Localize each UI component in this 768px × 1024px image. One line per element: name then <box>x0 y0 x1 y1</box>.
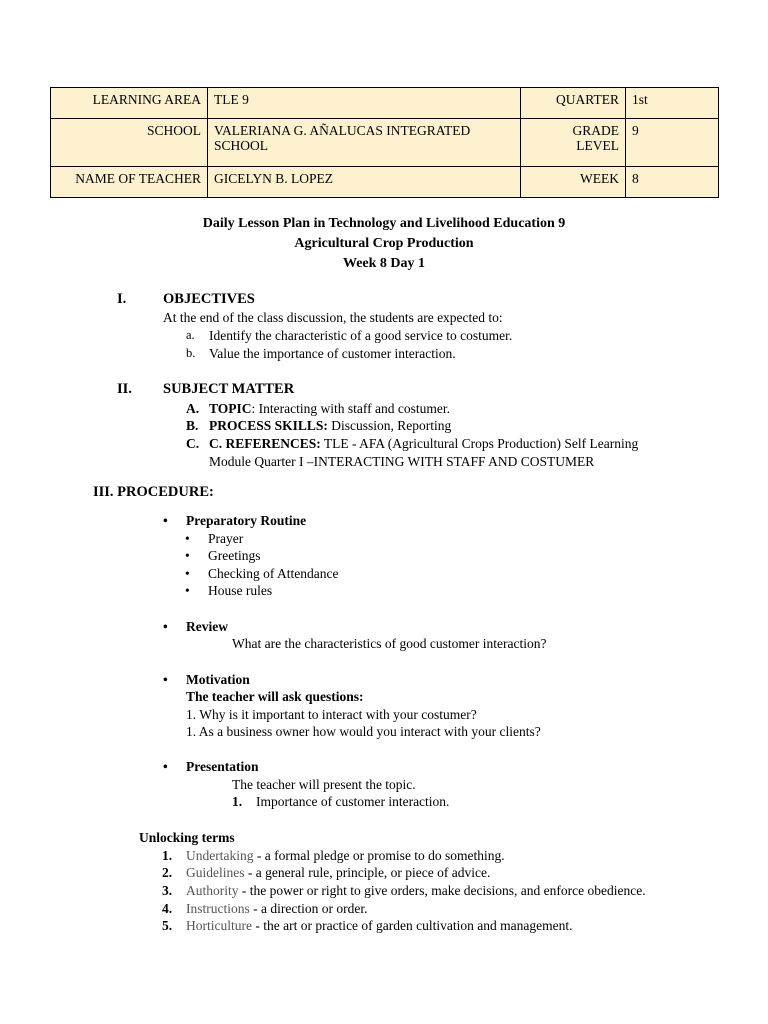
term-definition: - a direction or order. <box>249 901 368 916</box>
term-number: 5. <box>162 918 173 933</box>
motivation-subheading: The teacher will ask questions: <box>186 689 364 704</box>
quarter-value: 1st <box>626 88 719 119</box>
references-marker: C. <box>186 436 200 451</box>
list-item: • House rules <box>208 582 272 600</box>
term-name: Undertaking <box>186 848 254 863</box>
motivation-heading: • Motivation <box>186 671 250 689</box>
document-title: Daily Lesson Plan in Technology and Livelihood Education 9 <box>202 216 566 231</box>
list-item <box>186 882 646 900</box>
term-number: 2. <box>162 865 173 880</box>
objectives-intro: At the end of the class discussion, the students are expected to: <box>163 310 503 325</box>
topic-text: : Interacting with staff and costumer. <box>251 401 450 416</box>
references-label: C. REFERENCES: <box>209 436 321 451</box>
objective-marker-b: b. <box>186 346 196 360</box>
subject-matter-heading: SUBJECT MATTER <box>163 381 295 397</box>
school-value-line1: VALERIANA G. AÑALUCAS INTEGRATED <box>214 123 471 138</box>
document-subtitle: Agricultural Crop Production <box>294 236 474 251</box>
references-line <box>209 435 638 453</box>
term-name: Guidelines <box>186 865 245 880</box>
quarter-label: QUARTER <box>521 88 626 119</box>
references-text-line2: Module Quarter I –INTERACTING WITH STAFF AND COSTUMER <box>209 454 595 469</box>
objectives-numeral: I. <box>117 291 127 307</box>
presentation-item-marker: 1. <box>232 794 243 809</box>
references-text: TLE - AFA (Agricultural Crops Production) Self Learning <box>320 436 639 451</box>
skills-marker: B. <box>186 418 199 433</box>
list-item <box>186 917 572 935</box>
school-value-line2: SCHOOL <box>214 138 269 153</box>
preparatory-routine-heading: • Preparatory Routine <box>186 512 306 530</box>
topic-label: TOPIC <box>209 401 252 416</box>
presentation-text: The teacher will present the topic. <box>232 777 416 792</box>
teacher-label: NAME OF TEACHER <box>51 167 208 198</box>
document-week-day: Week 8 Day 1 <box>342 256 426 271</box>
term-name: Authority <box>186 883 239 898</box>
term-number: 1. <box>162 848 173 863</box>
motivation-question-2: 1. As a business owner how would you interact with your clients? <box>186 724 541 739</box>
grade-label-line2: LEVEL <box>576 138 619 153</box>
skills-line <box>209 417 451 435</box>
procedure-heading: III. PROCEDURE: <box>93 484 214 500</box>
term-name: Instructions <box>186 901 250 916</box>
objectives-heading: OBJECTIVES <box>163 291 255 307</box>
unlocking-terms-heading: Unlocking terms <box>139 830 235 845</box>
objective-item-b: Value the importance of customer interaction. <box>209 346 456 361</box>
table-row <box>51 119 719 167</box>
teacher-value: GICELYN B. LOPEZ <box>208 167 521 198</box>
subject-matter-numeral: II. <box>117 381 132 397</box>
grade-level-label <box>521 119 626 167</box>
motivation-question-1: 1. Why is it important to interact with your costumer? <box>186 707 477 722</box>
topic-line <box>209 400 450 418</box>
list-item: • Prayer <box>208 530 243 548</box>
lesson-info-table <box>50 87 719 198</box>
school-value <box>208 119 521 167</box>
presentation-heading: • Presentation <box>186 758 259 776</box>
term-definition: - a general rule, principle, or piece of advice. <box>244 865 491 880</box>
week-label: WEEK <box>521 167 626 198</box>
objective-item-a: Identify the characteristic of a good service to costumer. <box>209 328 513 343</box>
list-item: • Greetings <box>208 547 260 565</box>
grade-label-line1: GRADE <box>572 123 619 138</box>
learning-area-value: TLE 9 <box>208 88 521 119</box>
presentation-item-text: Importance of customer interaction. <box>256 794 450 809</box>
week-value: 8 <box>626 167 719 198</box>
objective-marker-a: a. <box>186 328 195 342</box>
review-text: What are the characteristics of good customer interaction? <box>232 636 547 651</box>
skills-label: PROCESS SKILLS: <box>209 418 328 433</box>
list-item <box>186 900 367 918</box>
list-item <box>186 864 490 882</box>
grade-value: 9 <box>626 119 719 167</box>
learning-area-label: LEARNING AREA <box>51 88 208 119</box>
term-name: Horticulture <box>186 918 252 933</box>
term-definition: - a formal pledge or promise to do something. <box>253 848 505 863</box>
table-row <box>51 88 719 119</box>
list-item: • Checking of Attendance <box>208 565 338 583</box>
term-definition: - the art or practice of garden cultivation and management. <box>251 918 573 933</box>
skills-text: Discussion, Reporting <box>327 418 452 433</box>
term-number: 3. <box>162 883 173 898</box>
list-item <box>186 847 505 865</box>
review-heading: • Review <box>186 618 228 636</box>
school-label: SCHOOL <box>51 119 208 167</box>
term-number: 4. <box>162 901 173 916</box>
topic-marker: A. <box>186 401 200 416</box>
term-definition: - the power or right to give orders, make decisions, and enforce obedience. <box>238 883 646 898</box>
table-row <box>51 167 719 198</box>
